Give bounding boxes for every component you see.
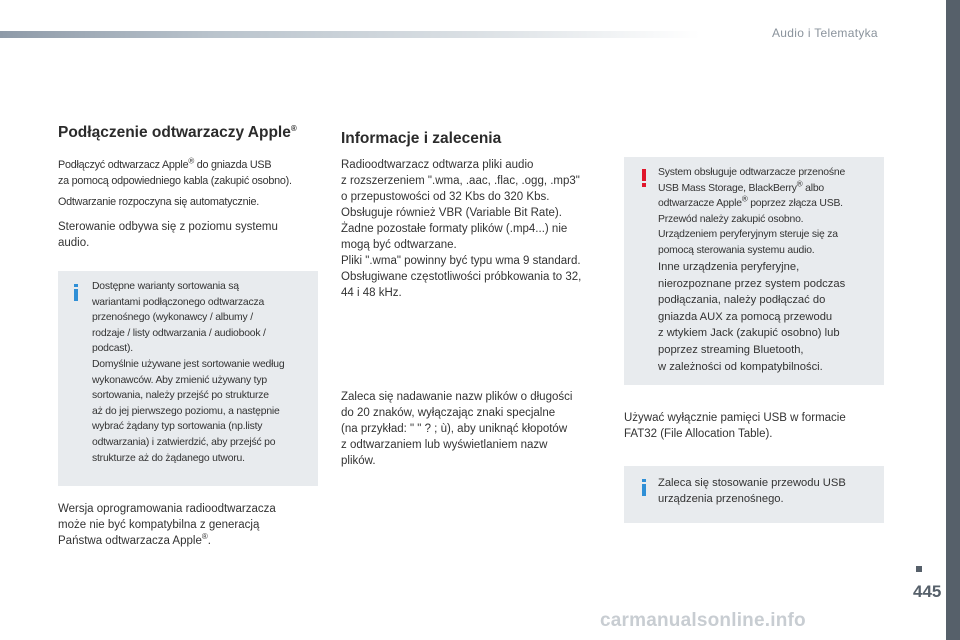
- warning-icon-bar: [642, 169, 646, 181]
- header-gradient-bar: [0, 31, 700, 38]
- usb-cable-line-1: Zaleca się stosowanie przewodu USB: [658, 477, 846, 489]
- sorting-line-11: odtwarzania) i zatwierdzić, aby przejść po: [92, 436, 276, 448]
- info-icon-2-dot: [642, 479, 646, 482]
- apple-connect-line-1: [58, 157, 328, 173]
- page-marker: [916, 566, 922, 572]
- firmware-line-3: [58, 533, 318, 549]
- apple-connect-line-1-a: Podłączyć odtwarzacz Apple: [58, 159, 189, 171]
- control-line-1: Sterowanie odbywa się z poziomu systemu: [58, 221, 278, 233]
- formats-line-8: Obsługiwane częstotliwości próbkowania to 32,: [341, 271, 582, 283]
- formats-line-9: 44 i 48 kHz.: [341, 287, 402, 299]
- warn-wide-line-5: z wtykiem Jack (zakupić osobno) lub: [658, 327, 840, 340]
- info-icon-dot: [74, 284, 78, 287]
- sorting-line-9: aż do jej pierwszego poziomu, a następnie: [92, 405, 280, 417]
- warn-line-2: [658, 181, 882, 197]
- watermark: carmanualsonline.info: [600, 610, 806, 631]
- warn-line-3-text: odtwarzacze Apple: [658, 198, 742, 210]
- filenames-line-4: z odtwarzaniem lub wyświetlaniem nazw: [341, 439, 548, 451]
- firmware-paragraph: [58, 501, 318, 549]
- warn-line-1: System obsługuje odtwarzacze przenośne: [658, 167, 846, 178]
- warn-line-6: pomocą sterowania systemu audio.: [658, 244, 815, 256]
- usb-warning-text-wide: [658, 259, 882, 375]
- firmware-line-3-end: .: [207, 535, 211, 547]
- formats-line-1: Radioodtwarzacz odtwarza pliki audio: [341, 159, 534, 171]
- firmware-line-3-sup: ®: [201, 532, 208, 542]
- sorting-line-12: strukturze aż do żądanego utworu.: [92, 452, 245, 464]
- sorting-line-5: podcast).: [92, 343, 133, 355]
- info-icon: [74, 284, 78, 301]
- control-line-2: audio.: [58, 237, 90, 249]
- apple-connect-line-2: za pomocą odpowiedniego kabla (zakupić osobno).: [58, 175, 292, 187]
- warn-wide-line-7: w zależności od kompatybilności.: [658, 360, 823, 373]
- warn-line-2-sup: ®: [796, 179, 803, 189]
- filenames-line-3: (na przykład: " " ? ; ù), aby uniknąć kłopotów: [341, 423, 568, 435]
- control-paragraph: [58, 219, 318, 251]
- info-icon-2: [642, 479, 646, 496]
- warn-line-3-sup: ®: [741, 194, 748, 204]
- apple-connect-line-1-sup: ®: [188, 156, 194, 166]
- sorting-line-3: przenośnego (wykonawcy / albumy /: [92, 312, 253, 324]
- formats-line-4: Obsługuje również VBR (Variable Bit Rate).: [341, 207, 562, 219]
- heading-apple-text: Podłączenie odtwarzaczy Apple: [58, 124, 291, 141]
- firmware-line-2: może nie być kompatybilna z generacją: [58, 519, 260, 531]
- formats-line-7: Pliki ".wma" powinny być typu wma 9 standard.: [341, 255, 581, 267]
- warn-line-3: [658, 196, 882, 212]
- sorting-line-6: Domyślnie używane jest sortowanie według: [92, 358, 285, 370]
- fat32-line-1: Używać wyłącznie pamięci USB w formacie: [624, 412, 846, 424]
- formats-paragraph: [341, 157, 611, 301]
- usb-warning-note: [624, 157, 884, 385]
- warn-line-4: Przewód należy zakupić osobno.: [658, 213, 804, 225]
- fat32-paragraph: [624, 410, 894, 442]
- formats-line-5: Żadne pozostałe formaty plików (.mp4...) nie: [341, 223, 568, 235]
- warn-wide-line-3: podłączania, należy podłączać do: [658, 294, 826, 307]
- warn-line-5: Urządzeniem peryferyjnym steruje się za: [658, 229, 838, 241]
- usb-cable-info-text: [658, 475, 882, 507]
- sorting-info-note: [58, 271, 318, 486]
- heading-info: Informacje i zalecenia: [341, 130, 502, 147]
- sorting-line-7: wykonawców. Aby zmienić używany typ: [92, 374, 267, 386]
- sorting-line-2: wariantami podłączonego odtwarzacza: [92, 296, 265, 308]
- formats-line-2: z rozszerzeniem ".wma, .aac, .flac, .ogg, .mp3": [341, 175, 580, 187]
- warn-wide-line-6: poprzez streaming Bluetooth,: [658, 343, 804, 356]
- formats-line-3: o przepustowości od 32 Kbs do 320 Kbs.: [341, 191, 550, 203]
- usb-warning-text: [658, 165, 882, 259]
- heading-apple-sup: ®: [290, 123, 297, 133]
- filenames-line-2: do 20 znaków, wyłączając znaki specjalne: [341, 407, 556, 419]
- section-title: Audio i Telematyka: [772, 26, 878, 40]
- sorting-line-4: rodzaje / listy odtwarzania / audiobook /: [92, 327, 266, 339]
- filenames-paragraph: [341, 389, 611, 469]
- warn-wide-line-2: nierozpoznane przez system podczas: [658, 277, 846, 290]
- formats-line-6: mogą być odtwarzane.: [341, 239, 457, 251]
- warning-icon: [642, 169, 646, 187]
- usb-cable-info-note: [624, 466, 884, 523]
- page-number: 445: [913, 582, 942, 601]
- warn-line-3-end: poprzez złącza USB.: [747, 198, 843, 210]
- warning-icon-dot: [642, 183, 646, 187]
- usb-cable-line-2: urządzenia przenośnego.: [658, 493, 784, 505]
- apple-connect-line-1-b: do gniazda USB: [194, 159, 272, 171]
- apple-connect-paragraph: [58, 157, 328, 210]
- firmware-line-3-text: Państwa odtwarzacza Apple: [58, 535, 202, 547]
- sorting-line-1: Dostępne warianty sortowania są: [92, 281, 239, 292]
- fat32-line-2: FAT32 (File Allocation Table).: [624, 428, 773, 440]
- info-icon-bar: [74, 289, 78, 301]
- sorting-line-8: sortowania, należy przejść po strukturze: [92, 390, 269, 402]
- filenames-line-1: Zaleca się nadawanie nazw plików o długości: [341, 391, 573, 403]
- page-edge-strip: [946, 0, 960, 640]
- heading-apple: [58, 124, 297, 142]
- apple-connect-line-3: Odtwarzanie rozpoczyna się automatycznie.: [58, 196, 259, 208]
- sorting-info-text: [92, 279, 314, 466]
- info-icon-2-bar: [642, 484, 646, 496]
- warn-line-2-text: USB Mass Storage, BlackBerry: [658, 182, 797, 194]
- warn-line-2-end: albo: [802, 182, 825, 194]
- warn-wide-line-4: gniazda AUX za pomocą przewodu: [658, 310, 833, 323]
- firmware-line-1: Wersja oprogramowania radioodtwarzacza: [58, 503, 276, 515]
- filenames-line-5: plików.: [341, 455, 376, 467]
- sorting-line-10: wybrać żądany typ sortowania (np.listy: [92, 421, 263, 433]
- warn-wide-line-1: Inne urządzenia peryferyjne,: [658, 261, 800, 273]
